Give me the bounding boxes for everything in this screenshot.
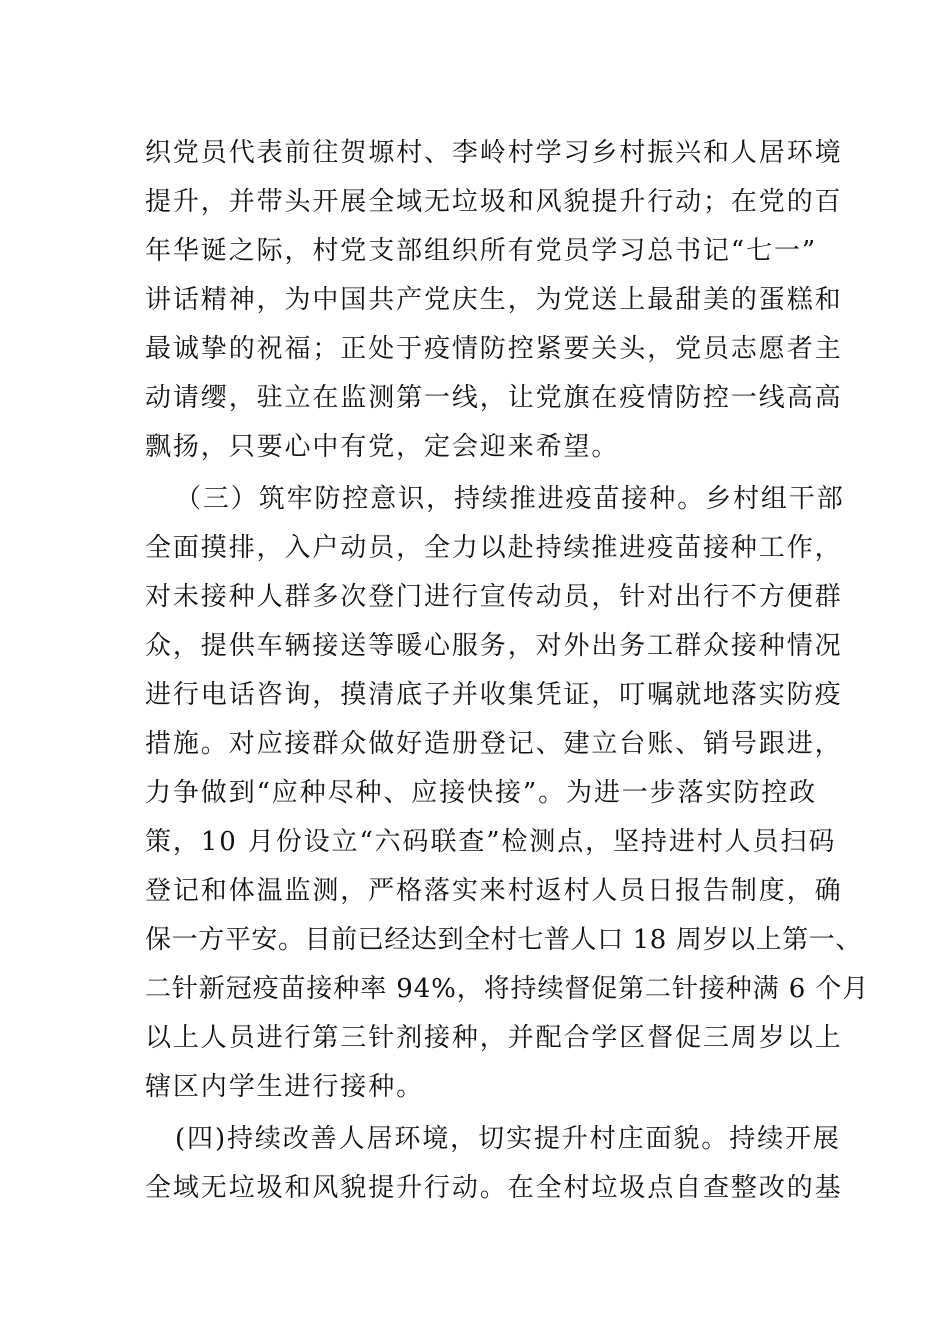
text-line: 飘扬，只要心中有党，定会迎来希望。	[145, 432, 620, 462]
text-line: 保一方平安。目前已经达到全村七普人口 18 周岁以上第一、	[145, 925, 863, 955]
text-line: 以上人员进行第三针剂接种，并配合学区督促三周岁以上	[145, 1023, 843, 1053]
text-line: 动请缨，驻立在监测第一线，让党旗在疫情防控一线高高	[145, 383, 843, 413]
text-line: 策，10 月份设立“六码联查”检测点，坚持进村人员扫码	[145, 827, 837, 857]
text-line: 织党员代表前往贺塬村、李岭村学习乡村振兴和人居环境	[145, 138, 843, 168]
text-line: 提升，并带头开展全域无垃圾和风貌提升行动；在党的百	[145, 187, 843, 217]
text-line: 全域无垃圾和风貌提升行动。在全村垃圾点自查整改的基	[145, 1173, 843, 1203]
paragraph-heading-line: (四)持续改善人居环境，切实提升村庄面貌。持续开展	[175, 1124, 841, 1154]
text-line: 力争做到“应种尽种、应接快接”。为进一步落实防控政	[145, 778, 818, 808]
text-line: 众，提供车辆接送等暖心服务，对外出务工群众接种情况	[145, 631, 843, 661]
text-line: 进行电话咨询，摸清底子并收集凭证，叮嘱就地落实防疫	[145, 680, 843, 710]
text-line: 最诚挚的祝福；正处于疫情防控紧要关头，党员志愿者主	[145, 334, 843, 364]
text-line: 二针新冠疫苗接种率 94%，将持续督促第二针接种满 6 个月	[145, 974, 870, 1004]
text-line: 年华诞之际，村党支部组织所有党员学习总书记“七一”	[145, 236, 818, 266]
text-line: 登记和体温监测，严格落实来村返村人员日报告制度，确	[145, 876, 843, 906]
text-line: 辖区内学生进行接种。	[145, 1072, 425, 1102]
text-line: 全面摸排，入户动员，全力以赴持续推进疫苗接种工作，	[145, 533, 843, 563]
text-line: 讲话精神，为中国共产党庆生，为党送上最甜美的蛋糕和	[145, 285, 843, 315]
text-line: 对未接种人群多次登门进行宣传动员，针对出行不方便群	[145, 582, 843, 612]
text-line: 措施。对应接群众做好造册登记、建立台账、销号跟进，	[145, 729, 843, 759]
paragraph-heading-line: （三）筑牢防控意识，持续推进疫苗接种。乡村组干部	[175, 484, 845, 514]
